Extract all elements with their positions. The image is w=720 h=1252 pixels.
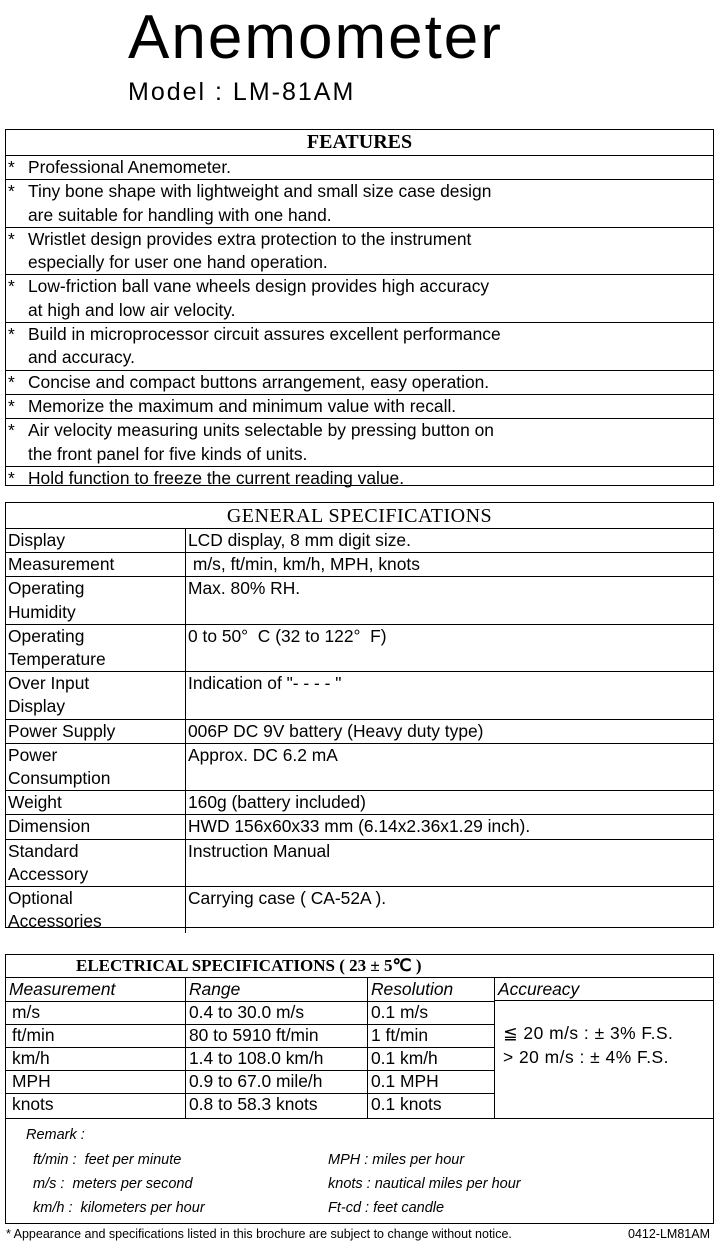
accuracy-cell: [495, 1001, 713, 1118]
spec-value: Instruction Manual: [188, 840, 331, 861]
cell-resolution: 0.1 knots: [368, 1093, 495, 1118]
remark-item: km/h : kilometers per hour: [33, 1200, 205, 1216]
model-subtitle: Model : LM-81AM: [128, 78, 356, 106]
spec-value: HWD 156x60x33 mm (6.14x2.36x1.29 inch).: [188, 816, 531, 837]
spec-row: [6, 553, 713, 577]
feature-text: at high and low air velocity.: [28, 299, 236, 320]
spec-row: [6, 577, 713, 624]
cell-unit: knots: [6, 1093, 186, 1118]
cell-unit: MPH: [6, 1070, 186, 1093]
spec-label: Standard: [8, 840, 79, 861]
page-title: Anemometer: [128, 3, 503, 72]
spec-label: Power: [8, 744, 58, 765]
table-row: [6, 1047, 495, 1071]
spec-label: Display: [8, 696, 66, 717]
feature-item: [6, 275, 713, 323]
spec-label: Operating: [8, 625, 85, 646]
cell-resolution: 0.1 MPH: [368, 1070, 495, 1093]
feature-text: Tiny bone shape with lightweight and small size case design: [28, 181, 492, 202]
cell-unit: ft/min: [6, 1024, 186, 1047]
table-row: [6, 1001, 495, 1025]
table-row: [6, 1024, 495, 1048]
accuracy-low-range: ≦ 20 m/s : ± 3% F.S.: [503, 1023, 674, 1043]
spec-row: [6, 791, 713, 815]
spec-label: Power Supply: [8, 720, 116, 741]
remark-item: knots : nautical miles per hour: [328, 1176, 521, 1192]
spec-label: Operating: [8, 578, 85, 599]
general-specifications-heading: GENERAL SPECIFICATIONS: [6, 503, 713, 529]
spec-value: LCD display, 8 mm digit size.: [188, 530, 411, 550]
bullet-star: *: [8, 371, 15, 392]
table-row: [6, 1093, 495, 1118]
feature-item: [6, 395, 713, 419]
bullet-star: *: [8, 276, 15, 297]
spec-row: [6, 744, 713, 791]
features-heading: FEATURES: [6, 130, 713, 156]
spec-row: [6, 672, 713, 719]
electrical-specifications-table: [5, 954, 714, 1224]
feature-item: [6, 371, 713, 395]
cell-resolution: 0.1 km/h: [368, 1047, 495, 1070]
spec-label: Consumption: [8, 768, 111, 789]
feature-text: Low-friction ball vane wheels design provides high accuracy: [28, 276, 490, 297]
cell-resolution: 0.1 m/s: [368, 1001, 495, 1024]
spec-row: [6, 529, 713, 553]
feature-item: [6, 156, 713, 180]
electrical-specifications-heading: ELECTRICAL SPECIFICATIONS ( 23 ± 5℃ ): [6, 955, 713, 978]
column-header-range: Range: [186, 978, 368, 1001]
spec-row: [6, 887, 713, 933]
spec-label: Accessory: [8, 863, 89, 884]
cell-range: 0.8 to 58.3 knots: [186, 1093, 368, 1118]
spec-label: Humidity: [8, 601, 76, 622]
spec-value: 006P DC 9V battery (Heavy duty type): [188, 720, 484, 741]
remark-item: Ft-cd : feet candle: [328, 1200, 445, 1216]
features-table: [5, 129, 714, 486]
feature-item: [6, 467, 713, 490]
bullet-star: *: [8, 181, 15, 202]
feature-item: [6, 228, 713, 276]
bullet-star: *: [8, 420, 15, 441]
feature-text: Concise and compact buttons arrangement, easy operation.: [28, 371, 490, 392]
feature-text: Wristlet design provides extra protection to the instrument: [28, 228, 472, 249]
footer-notice: * Appearance and specifications listed in this brochure are subject to change without notice.: [6, 1227, 512, 1241]
cell-unit: km/h: [6, 1047, 186, 1070]
electrical-grid: [6, 978, 713, 1119]
spec-row: [6, 720, 713, 744]
spec-row: [6, 815, 713, 839]
bullet-star: *: [8, 467, 15, 488]
spec-value: Carrying case ( CA-52A ).: [188, 888, 387, 909]
feature-text: Memorize the maximum and minimum value with recall.: [28, 395, 457, 416]
feature-item: [6, 419, 713, 467]
column-header-accuracy: Accureacy: [495, 978, 713, 1001]
feature-item: [6, 180, 713, 228]
feature-text: are suitable for handling with one hand.: [28, 204, 332, 225]
spec-label: Display: [8, 530, 66, 550]
accuracy-high-range: > 20 m/s : ± 4% F.S.: [503, 1047, 669, 1067]
bullet-star: *: [8, 228, 15, 249]
remark-item: ft/min : feet per minute: [33, 1152, 182, 1168]
table-row: [6, 1070, 495, 1094]
spec-value: 0 to 50° C (32 to 122° F): [188, 625, 387, 646]
cell-unit: m/s: [6, 1001, 186, 1024]
remark-title: Remark :: [26, 1127, 85, 1143]
bullet-star: *: [8, 157, 15, 177]
column-header-measurement: Measurement: [6, 978, 186, 1001]
general-specifications-table: [5, 502, 714, 932]
feature-text: Build in microprocessor circuit assures excellent performance: [28, 324, 501, 345]
cell-range: 0.4 to 30.0 m/s: [186, 1001, 368, 1024]
spec-label: Optional: [8, 888, 73, 909]
spec-label: Over Input: [8, 673, 90, 694]
feature-item: [6, 323, 713, 371]
bullet-star: *: [8, 324, 15, 345]
spec-value: Indication of "- - - - ": [188, 673, 342, 694]
spec-label: Temperature: [8, 649, 106, 670]
spec-row: [6, 840, 713, 887]
table-header-row: [6, 978, 495, 1002]
feature-text: Professional Anemometer.: [28, 157, 231, 177]
bullet-star: *: [8, 395, 15, 416]
spec-value: Approx. DC 6.2 mA: [188, 744, 338, 765]
cell-range: 0.9 to 67.0 mile/h: [186, 1070, 368, 1093]
spec-value: Max. 80% RH.: [188, 578, 301, 599]
footer-code: 0412-LM81AM: [628, 1227, 710, 1241]
feature-text: especially for user one hand operation.: [28, 252, 328, 273]
feature-text: Hold function to freeze the current reading value.: [28, 467, 405, 488]
cell-range: 80 to 5910 ft/min: [186, 1024, 368, 1047]
cell-resolution: 1 ft/min: [368, 1024, 495, 1047]
spec-label: Weight: [8, 792, 62, 813]
cell-range: 1.4 to 108.0 km/h: [186, 1047, 368, 1070]
feature-text: and accuracy.: [28, 347, 135, 368]
remark-section: [6, 1119, 713, 1226]
spec-label: Accessories: [8, 911, 102, 932]
feature-text: Air velocity measuring units selectable by pressing button on: [28, 420, 494, 441]
remark-item: MPH : miles per hour: [328, 1152, 465, 1168]
spec-value: m/s, ft/min, km/h, MPH, knots: [188, 554, 420, 575]
spec-label: Measurement: [8, 554, 115, 575]
spec-row: [6, 625, 713, 672]
spec-value: 160g (battery included): [188, 792, 366, 813]
feature-text: the front panel for five kinds of units.: [28, 443, 308, 464]
remark-item: m/s : meters per second: [33, 1176, 193, 1192]
column-header-resolution: Resolution: [368, 978, 495, 1001]
spec-label: Dimension: [8, 816, 91, 837]
